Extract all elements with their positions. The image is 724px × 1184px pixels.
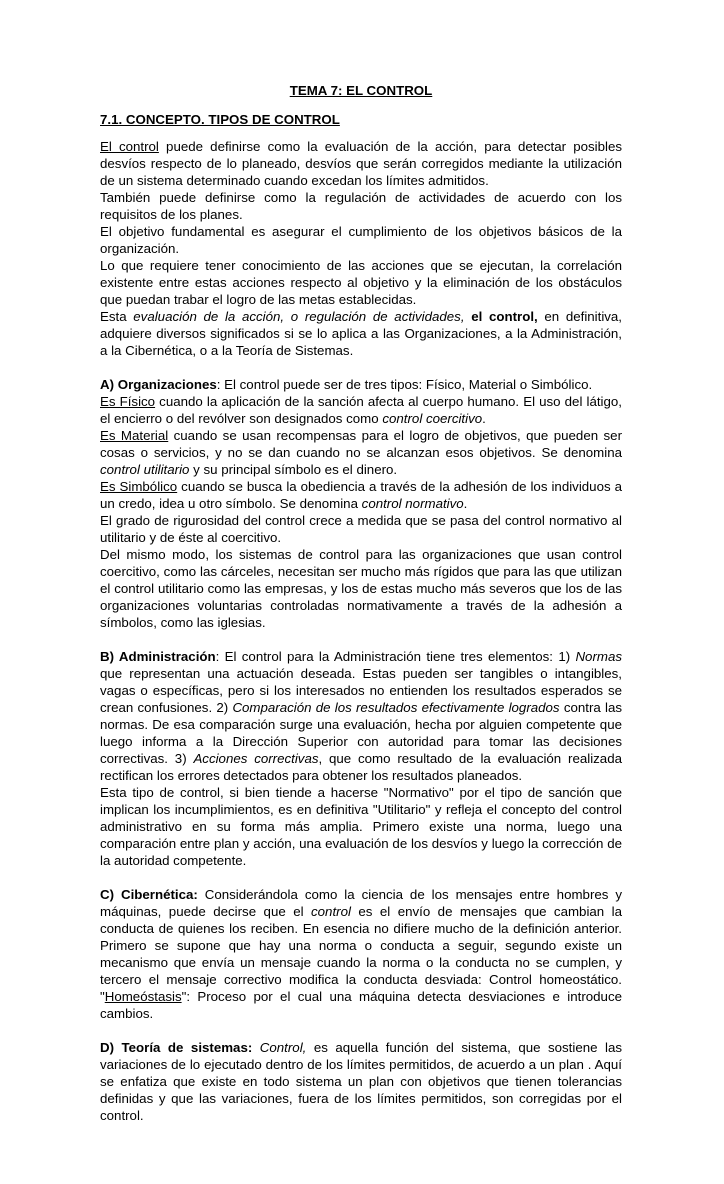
paragraph bbox=[100, 886, 622, 1022]
text-run: y su principal símbolo es el dinero. bbox=[189, 462, 398, 477]
text-run: puede definirse como la evaluación de la acción, para detectar posibles desvíos respecto de lo planeado, desvíos que serán corregidos mediante la utilización de un sistema determinado cuando excedan los límites admitidos. bbox=[100, 139, 622, 188]
page-title: TEMA 7: EL CONTROL bbox=[289, 83, 433, 98]
paragraph bbox=[100, 427, 622, 478]
text-run: El control bbox=[100, 139, 159, 154]
document-body bbox=[100, 138, 622, 1124]
text-run: Esta tipo de control, si bien tiende a hacerse "Normativo" por el tipo de sanción que implican los incumplimientos, es en definitiva "Utilitario" y refleja el concepto del control administrativo en su forma más amplia. Primero existe una norma, luego una comparación entre plan y acción, una evaluación de los desvíos y luego la corrección de la autoridad competente. bbox=[100, 785, 622, 868]
paragraph bbox=[100, 138, 622, 189]
text-run: Control, bbox=[259, 1040, 307, 1055]
text-run: cuando la aplicación de la sanción afecta al cuerpo humano. El uso del látigo, el encierro o del revólver son designados como bbox=[100, 394, 622, 426]
text-run: Es Material bbox=[100, 428, 169, 443]
paragraph bbox=[100, 648, 622, 784]
text-run: Es Simbólico bbox=[100, 479, 178, 494]
paragraph bbox=[100, 1039, 622, 1124]
paragraph bbox=[100, 257, 622, 308]
text-run: el control, bbox=[471, 309, 538, 324]
paragraph bbox=[100, 223, 622, 257]
text-run: control coercitivo bbox=[382, 411, 483, 426]
text-run: cuando se usan recompensas para el logro de objetivos, que pueden ser cosas o servicios, y no se dan cuando no se alcanzan esos objetivos. Se denomina bbox=[100, 428, 622, 460]
paragraph bbox=[100, 376, 622, 393]
text-run: . bbox=[482, 411, 486, 426]
text-run: ": Proceso por el cual una máquina detecta desviaciones e introduce cambios. bbox=[100, 989, 622, 1021]
text-run: Es Físico bbox=[100, 394, 156, 409]
text-run: Del mismo modo, los sistemas de control para las organizaciones que usan control coercitivo, como las cárceles, necesitan ser mucho más rígidos que para las que utilizan el control utilitario como las empresas, y los de estas mucho más severos que los de las organizaciones voluntarias controladas normativamente a través de la adhesión a símbolos, como las iglesias. bbox=[100, 547, 622, 630]
paragraph bbox=[100, 784, 622, 869]
text-run: El grado de rigurosidad del control crece a medida que se pasa del control normativo al utilitario y de éste al coercitivo. bbox=[100, 513, 622, 545]
paragraph bbox=[100, 546, 622, 631]
paragraph bbox=[100, 189, 622, 223]
text-run: C) Cibernética: bbox=[100, 887, 198, 902]
paragraph bbox=[100, 393, 622, 427]
paragraph bbox=[100, 478, 622, 512]
text-run: B) Administración bbox=[100, 649, 216, 664]
text-run: control normativo bbox=[361, 496, 464, 511]
text-run: es aquella función del sistema, que sostiene las variaciones de lo ejecutado dentro de los límites permitidos, de acuerdo a un plan . Aquí se enfatiza que existe en todo sistema un plan con objetivos que tienen tolerancias definidas y que las variaciones, fuera de los límites permitidos, son corregidas por el control. bbox=[100, 1040, 622, 1123]
text-run: : El control puede ser de tres tipos: Físico, Material o Simbólico. bbox=[216, 377, 593, 392]
text-run bbox=[252, 1040, 260, 1055]
text-run: es el envío de mensajes que cambian la conducta de quienes los reciben. En esencia no difiere mucho de la definición anterior. Primero se supone que hay una norma o conducta a seguir, segundo existe un mecanismo que envía un mensaje cuando la norma o la conducta no se cumplen, y tercero el mensaje correctivo modifica la conducta desviada: Control homeostático. " bbox=[100, 904, 623, 1004]
text-run: control bbox=[311, 904, 351, 919]
text-run: D) Teoría de sistemas: bbox=[100, 1040, 253, 1055]
text-run: Esta bbox=[100, 309, 134, 324]
text-run: . bbox=[463, 496, 468, 511]
text-run: Lo que requiere tener conocimiento de las acciones que se ejecutan, la correlación existente entre estas acciones respecto al objetivo y la eliminación de los obstáculos que puedan trabar el logro de las metas establecidas. bbox=[100, 258, 622, 307]
text-run: cuando se busca la obediencia a través de la adhesión de los individuos a un credo, idea u otro símbolo. Se denomina bbox=[100, 479, 623, 511]
text-run: Acciones correctivas bbox=[193, 751, 319, 766]
text-run: que representan una actuación deseada. Estas pueden ser tangibles o intangibles, vagas o específicas, pero si los interesados no entienden los resultados esperados se crean confusiones. 2) bbox=[100, 666, 622, 715]
text-run: contra las normas. De esa comparación surge una evaluación, hecha por alguien competente que luego informa a la Dirección Superior con autoridad para tomar las decisiones correctivas. 3) bbox=[100, 700, 623, 766]
paragraph bbox=[100, 512, 622, 546]
text-run: : El control para la Administración tiene tres elementos: 1) bbox=[215, 649, 576, 664]
text-run: evaluación de la acción, o regulación de actividades, bbox=[133, 309, 465, 324]
text-run: También puede definirse como la regulación de actividades de acuerdo con los requisitos de los planes. bbox=[100, 190, 622, 222]
section-heading: 7.1. CONCEPTO. TIPOS DE CONTROL bbox=[100, 112, 340, 127]
text-run: Considerándola como la ciencia de los mensajes entre hombres y máquinas, puede decirse que el bbox=[100, 887, 622, 919]
text-run: Comparación de los resultados efectivamente logrados bbox=[232, 700, 560, 715]
text-run: Normas bbox=[575, 649, 622, 664]
text-run: Homeóstasis bbox=[104, 989, 182, 1004]
text-run: El objetivo fundamental es asegurar el cumplimiento de los objetivos básicos de la organización. bbox=[100, 224, 622, 256]
text-run: A) Organizaciones bbox=[100, 377, 217, 392]
text-run: en definitiva, adquiere diversos significados si se lo aplica a las Organizaciones, a la Administración, a la Cibernética, o a la Teoría de Sistemas. bbox=[100, 309, 623, 358]
text-run: , que como resultado de la evaluación realizada rectifican los errores detectados para obtener los resultados planeados. bbox=[100, 751, 622, 783]
paragraph bbox=[100, 308, 622, 359]
text-run: control utilitario bbox=[100, 462, 190, 477]
